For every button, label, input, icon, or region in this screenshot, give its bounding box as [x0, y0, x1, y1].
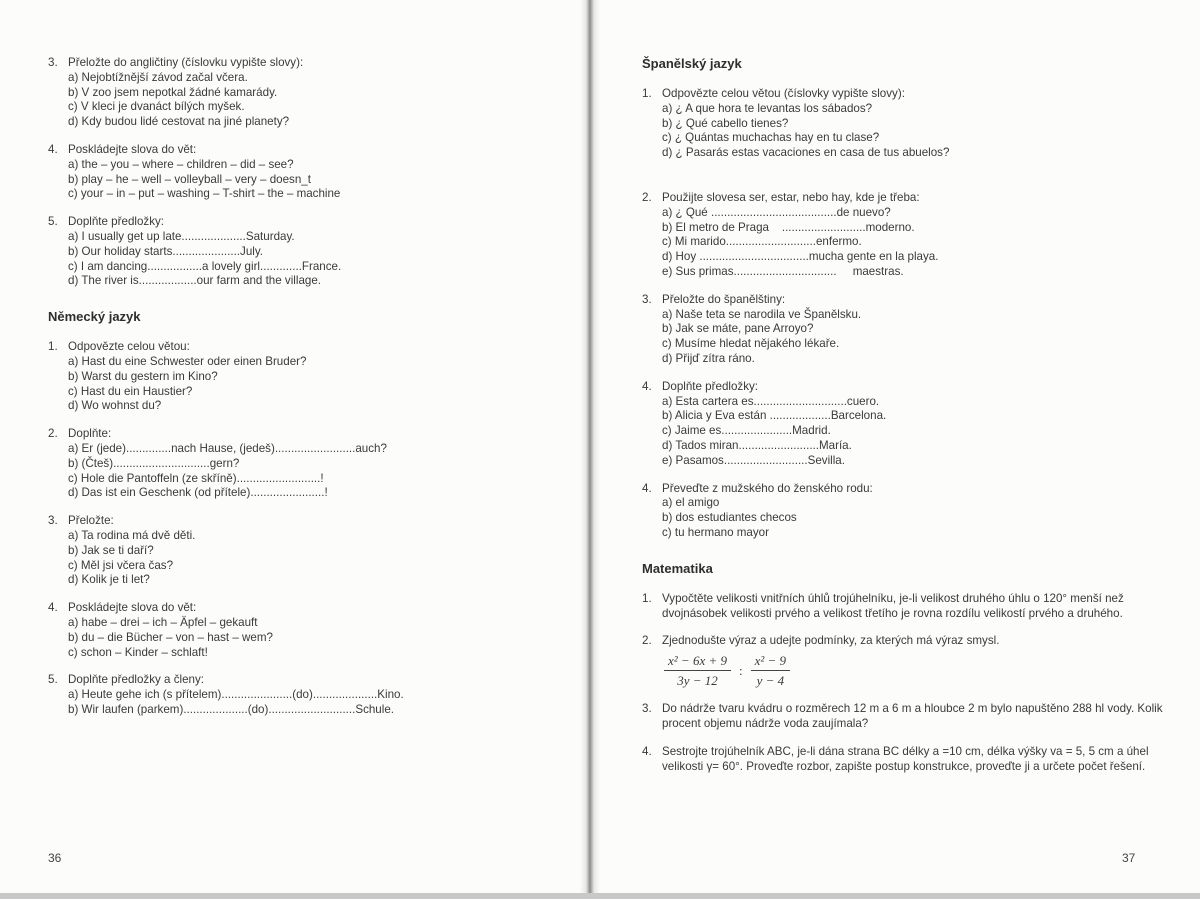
page-number-right: 37: [1122, 851, 1136, 865]
exercise-number: 5.: [48, 215, 58, 229]
exercise: [48, 143, 568, 202]
left-page-content: [48, 56, 568, 731]
exercise-items: [48, 529, 568, 588]
exercise-item: c) schon – Kinder – schlaft!: [68, 645, 208, 659]
exercise-item: c) tu hermano mayor: [662, 525, 769, 539]
exercise-question: [642, 191, 1182, 206]
exercise-item: b) play – he – well – volleyball – very – doesn_t: [68, 172, 311, 186]
exercise-instruction: Do nádrže tvaru kvádru o rozměrech 12 m a 6 m a hloubce 2 m bylo napuštěno 288 hl vody. Kolik procent objemu nádrže voda zaujímala?: [662, 702, 1163, 730]
exercise-number: 4.: [48, 601, 58, 615]
exercise-number: 4.: [48, 142, 58, 156]
exercise-item: a) ¿ A que hora te levantas los sábados?: [662, 101, 873, 115]
exercise: [642, 87, 1182, 161]
exercise-item: a) Heute gehe ich (s přítelem)......................(do)....................Kino.: [68, 688, 404, 702]
fraction-denominator: 3y − 12: [677, 673, 718, 689]
exercise-item: d) ¿ Pasarás estas vacaciones en casa de tus abuelos?: [662, 146, 950, 160]
exercise: [48, 673, 568, 717]
exercise-instruction: Doplňte předložky:: [68, 215, 165, 229]
section-title: Německý jazyk: [48, 309, 141, 325]
exercise-items: [48, 442, 568, 501]
exercise-item: b) Wir laufen (parkem)....................(do)...........................Schule.: [68, 702, 395, 716]
exercise-number: 5.: [48, 673, 58, 687]
exercise: [642, 380, 1182, 469]
section-title: Španělský jazyk: [642, 56, 742, 71]
exercise-question: [48, 601, 568, 616]
exercise-item: d) Wo wohnst du?: [68, 399, 162, 413]
exercise-question: [642, 87, 1182, 102]
exercise-instruction: Doplňte předložky:: [662, 379, 759, 393]
exercise-item: b) Jak se máte, pane Arroyo?: [662, 322, 814, 336]
page-number-left: 36: [48, 851, 62, 865]
exercise-number: 2.: [48, 427, 58, 441]
exercise-number: 4.: [642, 481, 652, 495]
exercise-item: a) Hast du eine Schwester oder einen Bruder?: [68, 354, 307, 368]
exercise-question: [642, 293, 1182, 308]
exercise-question: [642, 592, 1182, 622]
exercise-instruction: Poskládejte slova do vět:: [68, 601, 197, 615]
exercise-number: 2.: [642, 634, 652, 648]
fraction-denominator: y − 4: [756, 673, 785, 689]
exercise-item: d) The river is..................our farm and the village.: [68, 274, 322, 288]
exercise-item: d) Kdy budou lidé cestovat na jiné planety?: [68, 115, 290, 129]
exercise-items: [48, 355, 568, 414]
exercise-item: b) du – die Bücher – von – hast – wem?: [68, 630, 273, 644]
exercise-instruction: Použijte slovesa ser, estar, nebo hay, kde je třeba:: [662, 190, 920, 204]
exercise-item: b) ¿ Qué cabello tienes?: [662, 116, 789, 130]
exercise-item: e) Pasamos..........................Sevilla.: [662, 453, 845, 467]
exercise-item: d) Hoy ..................................mucha gente en la playa.: [662, 250, 939, 264]
exercise-item: b) Alicia y Eva están ...................Barcelona.: [662, 409, 887, 423]
exercise-item: c) Měl jsi včera čas?: [68, 558, 174, 572]
exercise-question: [48, 215, 568, 230]
exercise-item: e) Sus primas................................ maestras.: [662, 264, 904, 278]
exercise-number: 1.: [48, 340, 58, 354]
exercise-instruction: Přeložte do španělštiny:: [662, 292, 786, 306]
exercise-question: [48, 143, 568, 158]
exercise-item: a) ¿ Qué .......................................de nuevo?: [662, 205, 891, 219]
exercise-item: b) dos estudiantes checos: [662, 511, 797, 525]
exercise-number: 4.: [642, 744, 652, 758]
exercise: [48, 514, 568, 588]
exercise-item: c) your – in – put – washing – T-shirt – the – machine: [68, 187, 341, 201]
right-page: [593, 0, 1200, 893]
exercise: [48, 56, 568, 130]
exercise-item: b) V zoo jsem nepotkal žádné kamarády.: [68, 85, 278, 99]
exercise-item: c) ¿ Quántas muchachas hay en tu clase?: [662, 131, 880, 145]
exercise-number: 1.: [642, 591, 652, 605]
fraction: [664, 653, 731, 689]
exercise-question: [642, 380, 1182, 395]
exercise-number: 2.: [642, 190, 652, 204]
exercise-item: d) Kolik je ti let?: [68, 573, 150, 587]
left-page: [0, 0, 586, 893]
exercise: [642, 482, 1182, 541]
exercise: [642, 745, 1182, 775]
exercise-item: a) Ta rodina má dvě děti.: [68, 528, 196, 542]
exercise-question: [48, 514, 568, 529]
exercise-item: a) el amigo: [662, 496, 720, 510]
exercise-number: 3.: [48, 56, 58, 69]
section-title: Matematika: [642, 560, 713, 576]
exercise-item: c) V kleci je dvanáct bílých myšek.: [68, 100, 245, 114]
exercise: [48, 215, 568, 289]
exercise-number: 3.: [48, 514, 58, 528]
exercise-question: [642, 482, 1182, 497]
exercise-item: b) Warst du gestern im Kino?: [68, 369, 218, 383]
exercise: [48, 427, 568, 501]
exercise-items: [642, 395, 1182, 469]
exercise-item: c) I am dancing.................a lovely girl.............France.: [68, 259, 342, 273]
exercise-question: [48, 56, 568, 71]
exercise-number: 1.: [642, 87, 652, 100]
exercise-instruction: Doplňte:: [68, 427, 112, 441]
exercise-instruction: Převeďte z mužského do ženského rodu:: [662, 481, 873, 495]
exercise-item: a) I usually get up late....................Saturday.: [68, 229, 295, 243]
exercise-item: b) El metro de Praga ..........................moderno.: [662, 220, 915, 234]
exercise-item: b) Our holiday starts.....................July.: [68, 244, 264, 258]
exercise-items: [642, 308, 1182, 367]
exercise-items: [642, 496, 1182, 540]
exercise: [48, 340, 568, 414]
exercise-number: 3.: [642, 292, 652, 306]
exercise-question: [48, 340, 568, 355]
exercise-question: [642, 702, 1182, 732]
exercise: [642, 702, 1182, 732]
exercise: [48, 601, 568, 660]
exercise: [642, 293, 1182, 367]
exercise-items: [642, 102, 1182, 161]
exercise-item: d) Přijď zítra ráno.: [662, 351, 755, 365]
exercise-item: a) Naše teta se narodila ve Španělsku.: [662, 307, 862, 321]
exercise-item: c) Hast du ein Haustier?: [68, 384, 193, 398]
exercise-item: d) Das ist ein Geschenk (od přítele).......................!: [68, 486, 328, 500]
fraction-numerator: x² − 6x + 9: [664, 653, 731, 671]
exercise-items: [48, 616, 568, 660]
fraction: [751, 653, 790, 689]
scan-edge: [0, 893, 1200, 899]
exercise-question: [48, 427, 568, 442]
exercise-items: [48, 158, 568, 202]
exercise: [642, 191, 1182, 280]
exercise-instruction: Doplňte předložky a členy:: [68, 673, 204, 687]
exercise-item: c) Musíme hledat nějakého lékaře.: [662, 337, 840, 351]
exercise-item: c) Jaime es......................Madrid.: [662, 424, 831, 438]
exercise-item: b) (Čteš)..............................gern?: [68, 456, 240, 470]
right-page-content: [642, 56, 1182, 787]
exercise-item: a) Er (jede)..............nach Hause, (jedeš).........................auch?: [68, 441, 387, 455]
book-gutter: [580, 0, 600, 899]
exercise-instruction: Zjednodušte výraz a udejte podmínky, za kterých má výraz smysl.: [662, 634, 1000, 648]
exercise-items: [642, 206, 1182, 280]
exercise-item: b) Jak se ti daří?: [68, 543, 154, 557]
exercise-instruction: Odpovězte celou větou:: [68, 340, 190, 354]
exercise-number: 4.: [642, 379, 652, 393]
exercise-instruction: Poskládejte slova do vět:: [68, 142, 197, 156]
exercise-number: 3.: [642, 702, 652, 716]
exercise-question: [642, 745, 1182, 775]
exercise-item: d) Tados miran.........................María.: [662, 438, 852, 452]
exercise-item: c) Hole die Pantoffeln (ze skříně)..........................!: [68, 471, 324, 485]
math-expression: [642, 653, 1182, 689]
exercise-items: [48, 230, 568, 289]
exercise-instruction: Přeložte do angličtiny (číslovku vypište slovy):: [68, 56, 304, 69]
exercise-item: a) Esta cartera es.............................cuero.: [662, 394, 880, 408]
exercise-item: a) Nejobtížnější závod začal včera.: [68, 70, 248, 84]
exercise-instruction: Přeložte:: [68, 514, 114, 528]
exercise-items: [48, 71, 568, 130]
exercise: [642, 634, 1182, 689]
exercise-question: [642, 634, 1182, 649]
exercise-items: [48, 688, 568, 718]
exercise: [642, 592, 1182, 622]
exercise-instruction: Odpovězte celou větou (číslovky vypište slovy):: [662, 87, 905, 100]
division-sign: :: [738, 663, 743, 679]
exercise-item: a) habe – drei – ich – Äpfel – gekauft: [68, 615, 258, 629]
exercise-item: a) the – you – where – children – did – see?: [68, 157, 294, 171]
exercise-item: c) Mi marido............................enfermo.: [662, 235, 862, 249]
exercise-instruction: Sestrojte trojúhelník ABC, je-li dána strana BC délky a =10 cm, délka výšky va = 5, 5 cm a úhel velikosti γ= 60°. Proveďte rozbor, zapište postup konstrukce, proveďte ji a určete počet řešení.: [662, 744, 1149, 773]
exercise-instruction: Vypočtěte velikosti vnitřních úhlů trojúhelníku, je-li velikost druhého úhlu o 120° menší než dvojnásobek velikosti prvého a velikost třetího je rovna rozdílu velikostí prvého a druhého.: [662, 591, 1124, 620]
exercise-question: [48, 673, 568, 688]
fraction-numerator: x² − 9: [751, 653, 790, 671]
